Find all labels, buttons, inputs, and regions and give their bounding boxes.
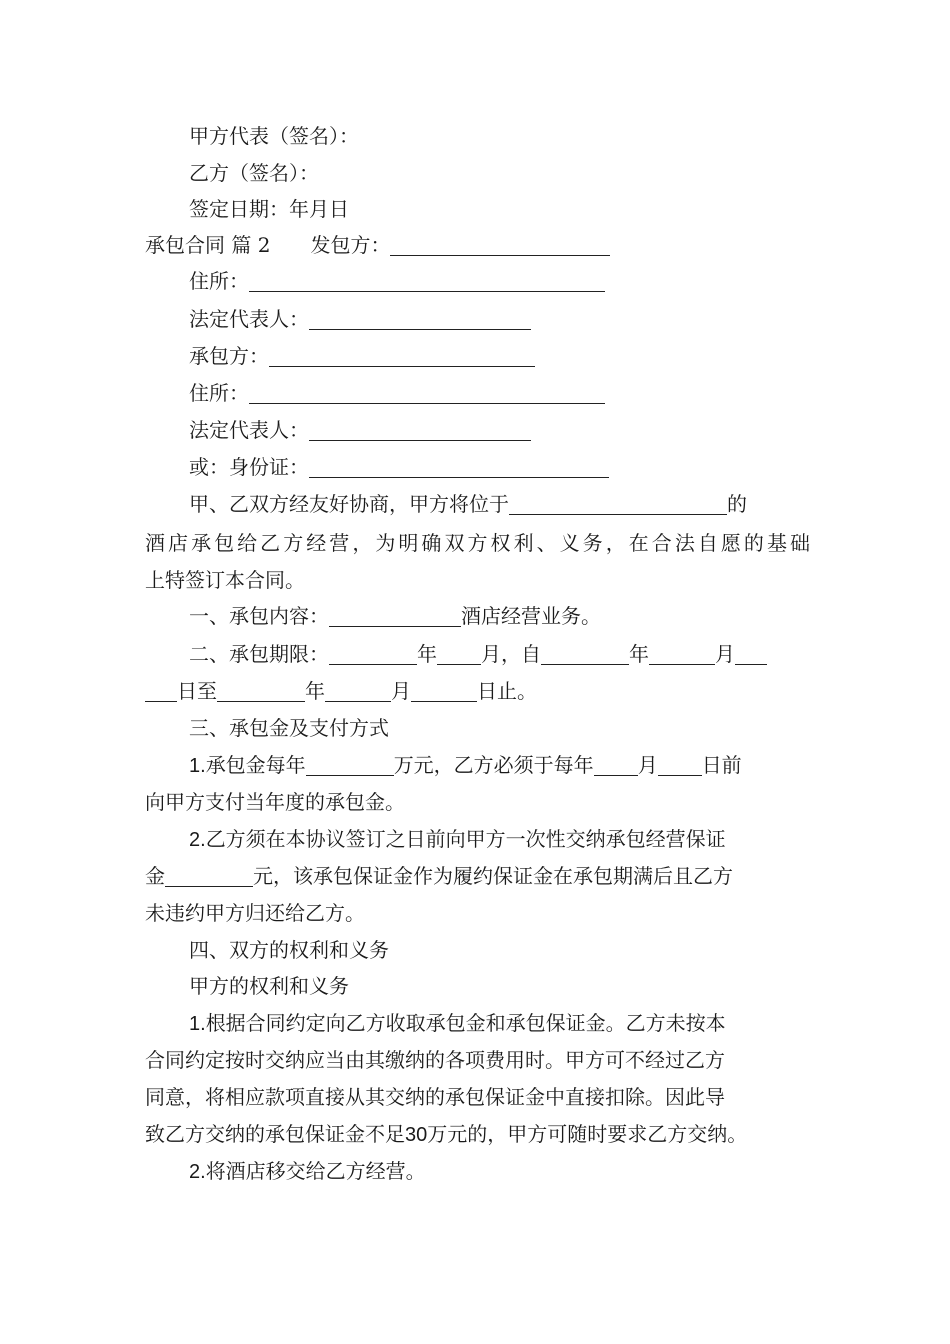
section-4-subtitle: [145, 968, 810, 1004]
duty-2-text: 将酒店移交给乙方经营。: [205, 1159, 426, 1183]
pay-month-unit: 月: [637, 753, 658, 777]
intro-line-3: [145, 562, 810, 598]
end-month-unit: 月: [391, 679, 411, 703]
id-card-label: 或：身份证：: [189, 455, 309, 479]
issuer-address-label: 住所：: [189, 269, 249, 293]
start-day-unit: 日至: [177, 679, 217, 703]
end-day-unit: 日止。: [477, 679, 537, 703]
intro-text-2: 酒店承包给乙方经营，为明确双方权利、义务，在合法自愿的基础: [145, 531, 810, 555]
contractor-label: 承包方：: [189, 344, 269, 368]
duty-1-line-2: 合同约定按时交纳应当由其缴纳的各项费用时。甲方可不经过乙方: [145, 1048, 725, 1072]
deposit-text-line-1: 乙方须在本协议签订之日前向甲方一次性交纳承包经营保证: [205, 827, 726, 851]
deposit-text-line-3: 未违约甲方归还给乙方。: [145, 901, 365, 925]
start-year-blank: [541, 642, 629, 665]
party-a-rep-label: 甲方代表（签名）：: [189, 124, 359, 148]
duty-1-line-3: 同意，将相应款项直接从其交纳的承包保证金中直接扣除。因此导: [145, 1085, 725, 1109]
contract-title: 承包合同 篇 2: [145, 233, 271, 257]
start-day-blank-b: [145, 679, 177, 702]
annual-fee-blank: [306, 753, 394, 776]
start-year-unit: 年: [629, 642, 649, 666]
section-4-1-line-2: [145, 1042, 810, 1078]
party-a-duties-heading: 甲方的权利和义务: [189, 974, 349, 998]
section-3-1-line-2: [145, 784, 810, 820]
hotel-location-blank: [509, 492, 727, 515]
issuer-address-line: [145, 263, 810, 299]
contract-title-line: [145, 227, 810, 263]
party-b-label: 乙方（签名）：: [189, 161, 319, 185]
intro-line-1: [145, 486, 810, 522]
deposit-text-a: 金: [145, 864, 165, 888]
contractor-blank: [269, 344, 535, 367]
section-3-2-line-3: [145, 895, 810, 931]
section-4-2-line: [145, 1153, 810, 1189]
section-1-line: [145, 598, 810, 634]
party-a-rep-signature: [145, 118, 810, 154]
start-month-blank: [649, 642, 715, 665]
section-4-1-line-4: [145, 1116, 810, 1152]
id-card-blank: [309, 455, 609, 478]
term-month-unit: 月，自: [481, 642, 541, 666]
section-3-2-line-2: [145, 858, 810, 894]
section-4-1-line-3: [145, 1079, 810, 1115]
section-4-1-line-1: [145, 1005, 810, 1041]
term-months-blank: [437, 642, 481, 665]
start-day-blank-a: [735, 642, 767, 665]
intro-text-b: 的: [727, 492, 747, 516]
issuer-blank: [390, 233, 610, 256]
term-year-unit: 年: [417, 642, 437, 666]
contractor-line: [145, 338, 810, 374]
contractor-address-blank: [249, 381, 605, 404]
sign-date: [145, 191, 810, 227]
section-1-text: 酒店经营业务。: [461, 604, 601, 628]
party-b-signature: [145, 155, 810, 191]
term-years-blank: [329, 642, 417, 665]
contractor-address-label: 住所：: [189, 381, 249, 405]
section-2-label: 二、承包期限：: [189, 642, 329, 666]
pay-day-blank: [658, 753, 702, 776]
issuer-legal-rep-label: 法定代表人：: [189, 307, 309, 331]
deposit-amount-blank: [165, 864, 253, 887]
issuer-label: 发包方：: [310, 233, 391, 257]
section-3-1-line-1: [145, 747, 810, 783]
issuer-address-blank: [249, 269, 605, 292]
contractor-address-line: [145, 375, 810, 411]
duty-1-line-4b: 万元的，甲方可随时要求乙方交纳。: [427, 1122, 748, 1146]
deposit-amount: 30: [405, 1124, 428, 1146]
section-4-heading: 四、双方的权利和义务: [189, 938, 389, 962]
section-2-line-1: [145, 636, 810, 672]
contractor-legal-rep-blank: [309, 418, 531, 441]
section-1-label: 一、承包内容：: [189, 604, 329, 628]
start-month-unit: 月: [715, 642, 735, 666]
item-number: 2.: [189, 1161, 206, 1183]
contractor-legal-rep-label: 法定代表人：: [189, 418, 309, 442]
fee-text-a: 承包金每年: [205, 753, 306, 777]
sign-date-label: 签定日期：年月日: [189, 197, 349, 221]
item-number: 1.: [189, 1013, 206, 1035]
intro-line-2: [145, 525, 810, 561]
duty-1-line-4a: 致乙方交纳的承包保证金不足: [145, 1122, 405, 1146]
item-number: 1.: [189, 755, 206, 777]
intro-text-3: 上特签订本合同。: [145, 568, 305, 592]
fee-text-line-2: 向甲方支付当年度的承包金。: [145, 790, 405, 814]
section-3-title: [145, 710, 810, 746]
end-year-unit: 年: [305, 679, 325, 703]
section-2-line-2: [145, 673, 810, 709]
issuer-legal-rep-line: [145, 301, 810, 337]
contractor-legal-rep-line: [145, 412, 810, 448]
section-4-title: [145, 932, 810, 968]
fee-text-b: 万元，乙方必须于每年: [393, 753, 594, 777]
section-3-heading: 三、承包金及支付方式: [189, 716, 389, 740]
end-year-blank: [217, 679, 305, 702]
end-month-blank: [325, 679, 391, 702]
section-3-2-line-1: [145, 821, 810, 857]
section-1-blank: [329, 604, 461, 627]
pay-month-blank: [594, 753, 638, 776]
intro-text-a: 甲、乙双方经友好协商，甲方将位于: [189, 492, 509, 516]
end-day-blank: [411, 679, 477, 702]
item-number: 2.: [189, 829, 206, 851]
duty-1-line-1: 根据合同约定向乙方收取承包金和承包保证金。乙方未按本: [205, 1011, 726, 1035]
deposit-text-b: 元，该承包保证金作为履约保证金在承包期满后且乙方: [253, 864, 733, 888]
issuer-legal-rep-blank: [309, 307, 531, 330]
id-card-line: [145, 449, 810, 485]
pay-day-unit: 日前: [701, 753, 742, 777]
